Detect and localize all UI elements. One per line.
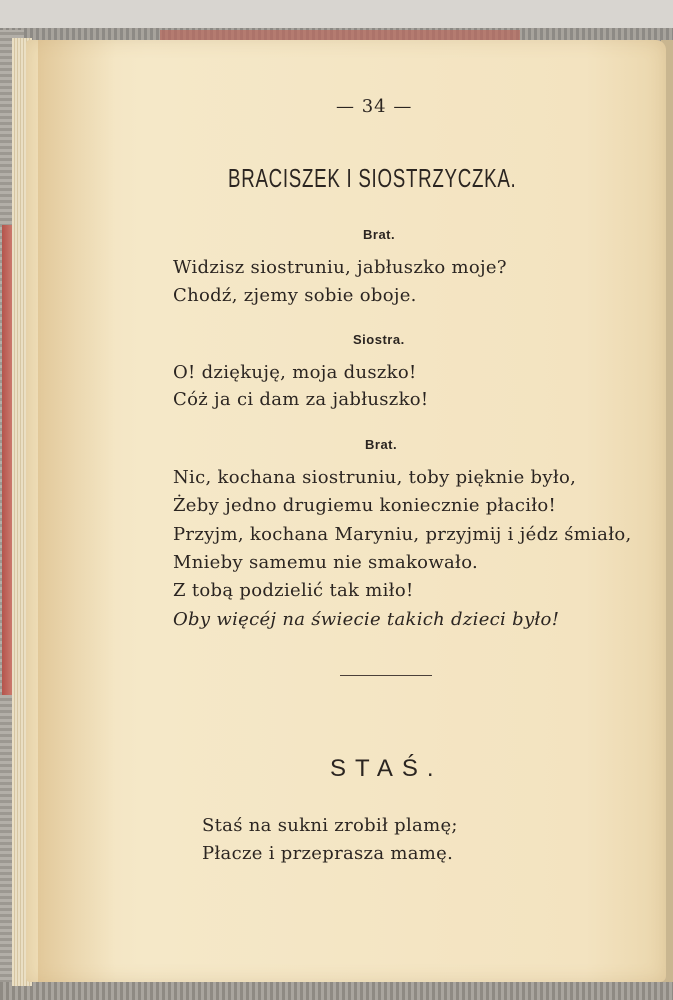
verse-line: Mnieby samemu nie smakowało. (173, 552, 479, 573)
book-cover-red-trim (160, 30, 520, 40)
verse-line: Widzisz siostruniu, jabłuszko moje? (173, 257, 507, 278)
page-gutter-shadow (38, 40, 116, 982)
verse-line: Żeby jedno drugiemu koniecznie płaciło! (173, 495, 557, 516)
speaker-label: Siostra. (353, 332, 405, 347)
verse-line: Z tobą podzielić tak miło! (173, 580, 414, 601)
verse-line: Cóż ja ci dam za jabłuszko! (173, 389, 429, 410)
speaker-label: Brat. (363, 227, 396, 242)
verse-line: O! dziękuję, moja duszko! (173, 362, 417, 383)
speaker-label: Brat. (365, 437, 398, 452)
poem-title: STAŚ. (330, 755, 443, 782)
verse-line: Przyjm, kochana Maryniu, przyjmij i jédz śmiało, (173, 524, 632, 545)
page-number: — 34 — (336, 96, 413, 117)
verse-line: Staś na sukni zrobił plamę; (202, 815, 458, 836)
section-divider (340, 675, 432, 676)
book-cover-bottom (0, 982, 673, 1000)
verse-line-italic: Oby więcéj na świecie takich dzieci było! (173, 609, 560, 630)
verse-line: Chodź, zjemy sobie oboje. (173, 285, 417, 306)
poem-title: BRACISZEK I SIOSTRZYCZKA. (228, 163, 517, 193)
verse-line: Płacze i przeprasza mamę. (202, 843, 454, 864)
verse-line: Nic, kochana siostruniu, toby pięknie było, (173, 467, 577, 488)
